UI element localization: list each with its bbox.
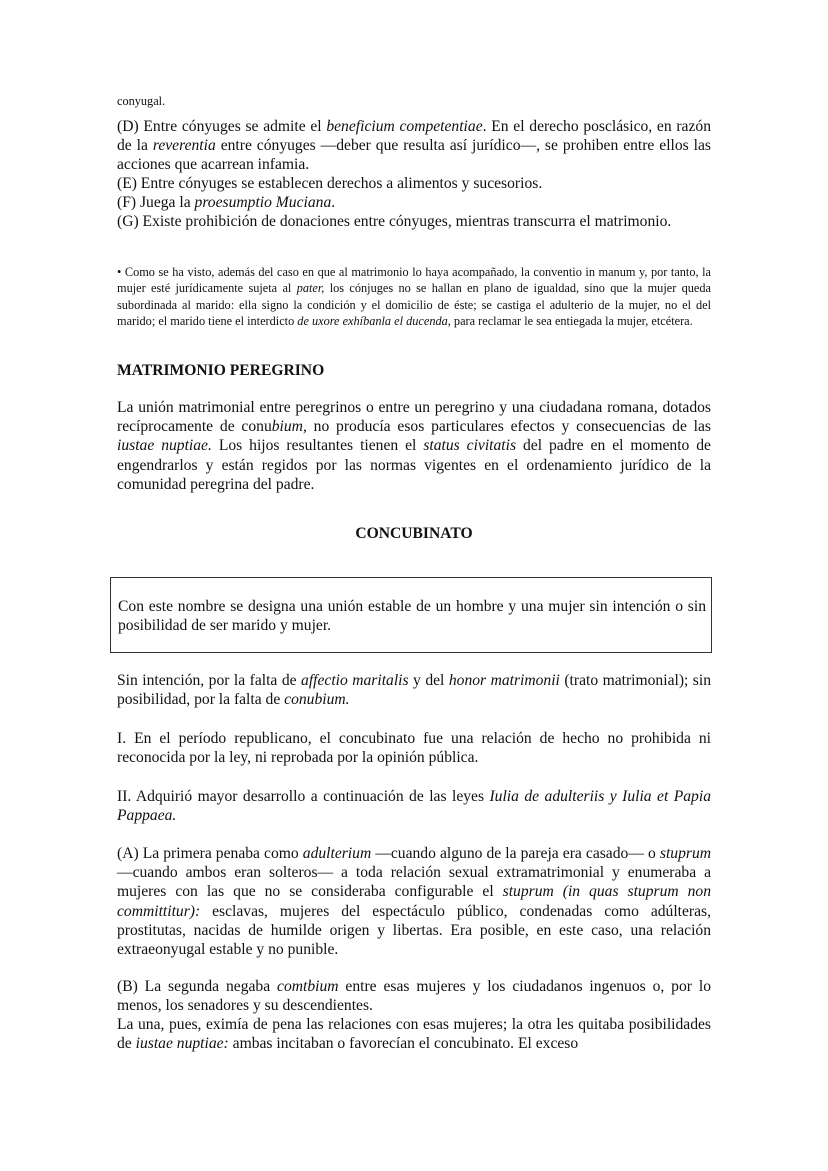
text-segment: . En el derecho posclásico, en razón de la xyxy=(117,118,711,155)
text-segment: (B) La segunda negaba xyxy=(117,978,278,995)
text-segment: (D) Entre cónyuges se admite el xyxy=(117,118,327,135)
italic-term: honor matrimonii xyxy=(448,672,560,689)
text-conyugal xyxy=(117,93,711,109)
text-segment: para reclamar le sea entiegada la mujer, etcétera. xyxy=(450,314,693,329)
italic-term: iustae nuptiae: xyxy=(135,1035,229,1053)
text-segment: I. En el período republicano, el concubinato fue una relación de hecho no prohibida ni reconocida por la ley, ni reprobada por la opinión pública. xyxy=(117,730,711,767)
text-segment: II. Adquirió mayor desarrollo a continuación de las leyes xyxy=(117,788,490,805)
text-segment: Los hijos resultantes tienen el xyxy=(211,437,424,455)
text-segment: MATRIMONIO PEREGRINO xyxy=(117,362,325,379)
definition-box xyxy=(110,577,712,653)
italic-term: stuprum (in quas stuprum non committitur): xyxy=(117,883,711,920)
text-segment: esclavas, mujeres del espectáculo público, condenadas como adúlteras, prostitutas, nacidas de humilde origen y libertas. Era posible, en este caso, una relación extraeonyugal estable y no punible. xyxy=(117,902,711,959)
paragraph-a xyxy=(117,844,711,959)
italic-term: de uxore exhíbanla el ducenda, xyxy=(297,314,451,329)
italic-term: stuprum xyxy=(659,845,711,862)
text-segment: los cónjuges no se hallan en plano de igualdad, sino que la mujer queda subordinada al marido: ella signo la condición y el domicilio de éste; se castiga el adulterio de la mujer, no el del marido; el marido tiene el interdicto xyxy=(117,281,711,329)
list-item-d xyxy=(117,117,711,175)
italic-term: proesumptio Muciana xyxy=(194,194,332,211)
italic-term: comtbium xyxy=(277,978,339,995)
text-segment: entre esas mujeres y los ciudadanos ingenuos o, por lo menos, los senadores y su descendientes. xyxy=(117,978,711,1015)
heading-matrimonio-peregrino xyxy=(117,361,711,380)
italic-term: status civitatis xyxy=(423,437,517,455)
text-segment: La una, pues, eximía de pena las relaciones con esas mujeres; la otra les quitaba posibilidades de xyxy=(117,1016,711,1053)
text-segment: conyugal. xyxy=(117,94,166,108)
text-segment: —cuando alguno de la pareja era casado— o xyxy=(371,845,660,862)
paragraph-i xyxy=(117,729,711,767)
italic-term: reverentia xyxy=(152,137,216,155)
text-segment: —cuando ambos eran solteros— a toda relación sexual extramatrimonial y enumeraba a mujeres con las que no se consideraba configurable el xyxy=(117,864,711,901)
list-item-g xyxy=(117,212,711,231)
italic-term: Iulia de adulteriis y Iulia et Papia Pappaea. xyxy=(117,788,711,825)
heading-concubinato xyxy=(117,524,711,543)
paragraph-una xyxy=(117,1015,711,1053)
paragraph-ii xyxy=(117,787,711,825)
text-segment: (E) Entre cónyuges se establecen derechos a alimentos y sucesorios. xyxy=(117,175,543,192)
italic-term: beneficium competentiae xyxy=(326,118,483,135)
italic-term: conubium. xyxy=(284,691,350,709)
definition-text xyxy=(118,597,706,636)
footnote-bullet xyxy=(117,264,711,330)
text-segment: . xyxy=(331,194,336,211)
text-segment: (A) La primera penaba como xyxy=(117,845,303,862)
text-segment: Sin intención, por la falta de xyxy=(117,672,302,689)
text-segment: (trato matrimonial); sin posibilidad, por la falta de xyxy=(117,672,712,709)
text-segment: CONCUBINATO xyxy=(355,525,473,542)
text-segment: no producía esos particulares efectos y consecuencias de las xyxy=(306,418,711,436)
italic-term: iustae nuptiae. xyxy=(117,437,212,455)
italic-term: adulterium xyxy=(302,845,372,862)
list-item-e xyxy=(117,174,711,193)
italic-term: affectio maritalis xyxy=(301,672,409,689)
text-segment: Con este nombre se designa una unión estable de un hombre y una mujer sin intención o sin posibilidad de ser marido y mujer. xyxy=(118,598,706,635)
italic-term: pater, xyxy=(296,281,325,296)
text-segment: del padre en el momento de engendrarlos y están regidos por las normas vigentes en el ordenamiento jurídico de la comunidad peregrina del padre. xyxy=(117,437,711,493)
paragraph-b xyxy=(117,977,711,1015)
text-segment: (F) Juega la xyxy=(117,194,195,211)
italic-term: bium, xyxy=(271,418,307,436)
text-segment: (G) Existe prohibición de donaciones entre cónyuges, mientras transcurra el matrimonio. xyxy=(117,213,672,230)
paragraph-peregrino xyxy=(117,398,711,494)
text-segment: entre cónyuges —deber que resulta así jurídico—, se prohiben entre ellos las acciones que acarrean infamia. xyxy=(117,137,711,174)
paragraph-sin-intencion xyxy=(117,671,711,709)
text-segment: y del xyxy=(408,672,449,689)
text-segment: • Como se ha visto, además del caso en que al matrimonio lo haya acompañado, la conventio in manum y, por tanto, la mujer esté jurídicamente sujeta al xyxy=(117,265,711,296)
text-segment: ambas incitaban o favorecían el concubinato. El exceso xyxy=(228,1035,579,1053)
text-segment: La unión matrimonial entre peregrinos o entre un peregrino y una ciudadana romana, dotados recíprocamente de conu xyxy=(117,399,711,436)
list-item-f xyxy=(117,193,711,212)
